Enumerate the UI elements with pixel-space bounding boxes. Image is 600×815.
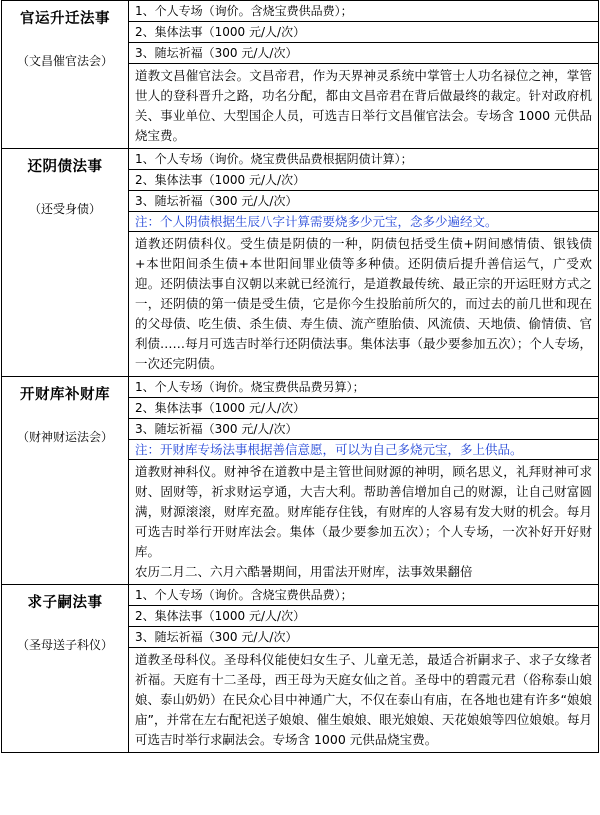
service-name-cell	[2, 149, 129, 377]
service-title: 官运升迁法事	[20, 11, 110, 27]
service-content-cell	[129, 585, 599, 753]
service-description	[129, 648, 598, 752]
price-options	[129, 149, 598, 211]
service-name-cell	[2, 1, 129, 149]
service-title: 还阴债法事	[27, 159, 103, 175]
service-note: 注：个人阴债根据生辰八字计算需要烧多少元宝，念多少遍经文。	[129, 212, 598, 232]
price-option: 1、个人专场（询价。烧宝费供品费另算）；	[129, 377, 598, 398]
description-paragraph: 道教财神科仪。财神爷在道教中是主管世间财源的神明，顾名思义，礼拜财神可求财、固财等，祈求财运亨通，大吉大利。帮助善信增加自己的财源，让自己财富圆满，财源滚滚，财库充盈。财库能存住钱，有财库的人容易有发大财的机会。每月可选吉时举行开财库法会。集体（最少要参加五次）；个人专场，一次补好开好财库。	[135, 464, 592, 559]
description-paragraph: 道教还阴债科仪。受生债是阴债的一种，阴债包括受生债+阴间感情债、银钱债+本世阳间杀生债+本世阳间罪业债等多种债。还阴债后提升善信运气，广受欢迎。还阴债法事自汉朝以来就已经流行，是道教最传统、最正宗的开运旺财方式之一，还阴债的第一债是受生债，它是你今生投胎前所欠的，而过去的前几世和现在的父母债、吃生债、杀生债、寿生债、流产堕胎债、风流债、天地债、偷情债、官利债……每月可选吉时举行还阴债法事。集体法事（最少要参加五次）；个人专场，一次还完阴债。	[135, 236, 592, 371]
price-option: 3、随坛祈福（300 元/人/次）	[135, 422, 298, 436]
description-paragraph: 道教圣母科仪。圣母科仪能使妇女生子、儿童无恙，最适合祈嗣求子、求子女缘者祈福。天庭有十二圣母，西王母为天庭女仙之首。圣母中的碧霞元君（俗称泰山娘娘、泰山奶奶）在民众心目中神通广大，不仅在泰山有庙，在各地也建有许多“娘娘庙”，并常在左右配祀送子娘娘、催生娘娘、眼光娘娘、天花娘娘等四位娘娘。每月可选吉时举行求嗣法会。专场含 1000 元供品烧宝费。	[135, 652, 592, 747]
service-content-cell	[129, 149, 599, 377]
service-subtitle: （财神财运法会）	[16, 430, 113, 444]
price-options	[129, 377, 598, 439]
price-options	[129, 585, 598, 647]
price-option: 1、个人专场（询价。含烧宝费供品费）；	[129, 585, 598, 606]
service-title: 开财库补财库	[20, 387, 110, 403]
service-name-cell	[2, 585, 129, 753]
service-subtitle: （还受身债）	[28, 202, 101, 216]
service-description	[129, 460, 598, 584]
description-paragraph: 农历二月二、六月六酷暑期间，用雷法开财库，法事效果翻倍	[135, 564, 473, 579]
price-option: 2、集体法事（1000 元/人/次）	[129, 170, 598, 191]
price-option: 3、随坛祈福（300 元/人/次）	[135, 630, 298, 644]
price-options	[129, 1, 598, 63]
price-option: 3、随坛祈福（300 元/人/次）	[135, 46, 298, 60]
service-row	[2, 1, 599, 149]
service-subtitle: （圣母送子科仪）	[16, 638, 113, 652]
price-option: 1、个人专场（询价。含烧宝费供品费）；	[129, 1, 598, 22]
service-row	[2, 377, 599, 585]
service-content-cell	[129, 377, 599, 585]
price-option: 2、集体法事（1000 元/人/次）	[129, 398, 598, 419]
service-description	[129, 232, 598, 376]
description-paragraph: 道教文昌催官法会。文昌帝君，作为天界神灵系统中掌管士人功名禄位之神，掌管世人的登科晋升之路，功名分配，都由文昌帝君在背后做最终的裁定。针对政府机关、事业单位、大型国企人员，可选吉日举行文昌催官法会。专场含 1000 元供品烧宝费。	[135, 68, 592, 143]
service-note: 注：开财库专场法事根据善信意愿，可以为自己多烧元宝，多上供品。	[129, 440, 598, 460]
price-option: 3、随坛祈福（300 元/人/次）	[135, 194, 298, 208]
service-content-cell	[129, 1, 599, 149]
service-title: 求子嗣法事	[27, 595, 103, 611]
price-option: 1、个人专场（询价。烧宝费供品费根据阴债计算）；	[129, 149, 598, 170]
service-subtitle: （文昌催官法会）	[16, 54, 113, 68]
service-row	[2, 149, 599, 377]
price-option: 2、集体法事（1000 元/人/次）	[129, 606, 598, 627]
service-name-cell	[2, 377, 129, 585]
price-option: 2、集体法事（1000 元/人/次）	[129, 22, 598, 43]
service-row	[2, 585, 599, 753]
services-table	[1, 0, 599, 753]
service-description	[129, 64, 598, 148]
